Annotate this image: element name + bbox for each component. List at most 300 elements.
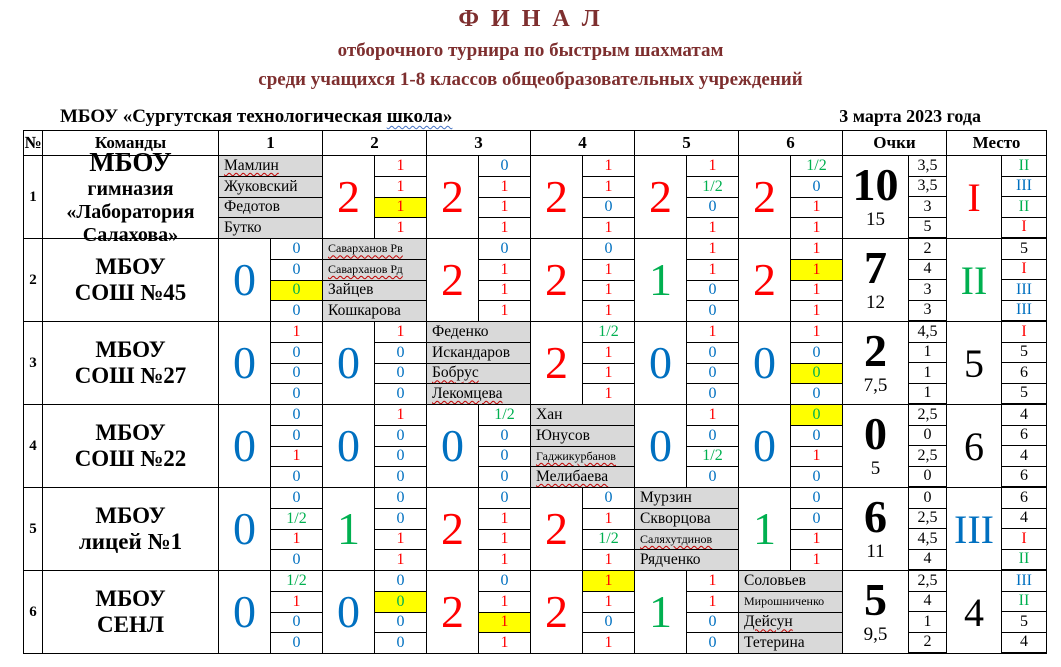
round-result-cell [219,239,323,322]
player-points-value: 3 [909,280,946,301]
board-result: 0 [812,385,821,403]
team-name [43,405,219,488]
board-result: 1 [500,302,509,320]
board-results [479,488,530,570]
board-result: 0 [583,239,634,260]
board-results [791,405,842,487]
player-points-value: 0 [909,467,946,488]
round-result-cell [427,405,531,488]
board-result: 1 [375,405,426,426]
board-result: 0 [687,613,738,634]
board-result: 1 [583,571,634,592]
round-result-cell [531,571,635,654]
header-round-2: 2 [323,131,427,156]
player-points-value: 2,5 [909,509,946,530]
board-result: 0 [375,447,426,468]
round-result-cell [739,488,843,571]
player-name-text: Мурзин [640,488,692,506]
board-result: 1 [687,571,738,592]
team-place: 4 [947,571,1002,653]
board-result: 0 [708,634,717,652]
team-name-line: СЕНЛ [97,612,164,637]
team-place: I [947,156,1002,238]
board-result: 0 [687,426,738,447]
board-result: 1 [479,530,530,551]
board-result: 1 [479,198,530,219]
board-result: 0 [708,385,717,403]
team-players-cell [427,322,531,405]
board-result: 1 [791,260,842,281]
round-result-cell [427,571,531,654]
points-total [843,488,909,570]
title-subtitle-1: отборочного турнира по быстрым шахматам [337,40,724,61]
player-places [1002,322,1046,404]
player-name [531,426,634,447]
board-result: 0 [791,177,842,198]
player-points [909,571,946,653]
match-score: 0 [323,571,375,653]
board-results [687,156,738,238]
points-cell [843,156,947,239]
match-score: 1 [739,488,791,570]
player-place-value: 4 [1002,509,1046,530]
points-cell [843,239,947,322]
player-name-text: Мелибаева [536,468,609,486]
round-result-cell [531,488,635,571]
player-name-text: Соловьев [744,571,806,589]
board-result: 0 [479,447,530,468]
match-score: 2 [427,571,479,653]
board-result: 1 [687,239,738,260]
player-name [531,447,634,468]
game-points-total: 12 [866,292,885,314]
board-result: 1 [687,405,738,426]
player-place-value: I [1002,322,1046,343]
player-place-value: 4 [1002,446,1046,467]
board-result: 1 [375,177,426,198]
board-result: 1 [708,219,717,237]
row-number: 6 [24,571,43,654]
match-score: 0 [219,571,271,653]
player-name [219,218,322,238]
board-result: 0 [271,364,322,385]
match-score: 0 [219,239,271,321]
board-result: 1/2 [687,447,738,468]
board-result: 1 [479,509,530,530]
board-result: 0 [812,468,821,486]
player-name-text: Хан [536,405,563,423]
board-result: 1 [500,551,509,569]
player-name [427,364,530,385]
match-score: 0 [219,405,271,487]
player-place-value: 6 [1002,363,1046,384]
round-result-cell [427,239,531,322]
board-result: 1 [375,322,426,343]
board-result: 0 [708,468,717,486]
board-result: 0 [375,343,426,364]
board-result: 1 [604,634,613,652]
player-name-text: Скворцова [640,509,711,527]
player-name [219,198,322,219]
board-results [791,156,842,238]
team-row-5 [24,488,1047,571]
board-result: 1 [583,364,634,385]
player-name-text: Гаджикурбанов [536,448,616,463]
player-points [909,488,946,570]
board-result: 0 [271,488,322,509]
tournament-date: 3 марта 2023 года [839,106,981,126]
team-name-line: МБОУ [95,419,166,445]
board-result: 1 [375,198,426,219]
round-result-cell [531,156,635,239]
board-results [271,405,322,487]
board-result: 1 [791,322,842,343]
board-results [375,571,426,653]
player-name [739,613,842,634]
board-result: 1 [812,551,821,569]
player-place-value: 6 [1002,426,1046,447]
board-result: 0 [687,343,738,364]
round-result-cell [323,571,427,654]
board-result: 0 [791,343,842,364]
row-number: 1 [24,156,43,239]
game-points-total: 11 [866,541,885,563]
board-result: 0 [375,613,426,634]
player-points [909,322,946,404]
board-result: 0 [271,613,322,634]
board-result: 0 [479,571,530,592]
board-result: 0 [396,468,405,486]
player-place-value: 6 [1002,467,1046,488]
points-cell [843,488,947,571]
header-num: № [24,131,43,156]
team-name [43,488,219,571]
results-crosstable [23,130,1047,654]
board-result: 0 [791,509,842,530]
round-result-cell [323,322,427,405]
board-result: 1 [396,551,405,569]
game-points-total: 5 [870,458,881,480]
tournament-title-block [0,6,1061,91]
board-result: 0 [375,426,426,447]
player-name [635,550,738,570]
team-name-line: МБОУ [95,585,166,611]
player-place-value: 5 [1002,239,1046,260]
round-result-cell [323,405,427,488]
round-result-cell [739,322,843,405]
player-name [219,156,322,177]
board-result: 0 [292,302,301,320]
board-results [791,322,842,404]
round-result-cell [739,156,843,239]
player-name [635,488,738,509]
player-place-value: I [1002,218,1046,239]
board-result: 1 [583,260,634,281]
player-place-value: II [1002,592,1046,613]
player-name-text: Тетерина [744,634,805,652]
board-result: 1 [271,322,322,343]
player-name [427,384,530,404]
team-players-cell [219,156,323,239]
player-name-text: Рядченко [640,551,701,569]
match-score: 1 [635,239,687,321]
match-score: 2 [635,156,687,238]
match-score: 2 [531,322,583,404]
match-score: 2 [427,156,479,238]
board-results [583,156,634,238]
board-result: 1 [479,177,530,198]
board-result: 0 [271,260,322,281]
points-total [843,322,909,404]
board-result: 1 [687,156,738,177]
header-round-3: 3 [427,131,531,156]
board-results [687,571,738,653]
host-school-underlined-word: школа» [386,106,453,127]
player-name [219,177,322,198]
match-score: 0 [739,405,791,487]
player-points-value: 0 [909,426,946,447]
board-results [271,571,322,653]
round-result-cell [635,239,739,322]
team-name-line: МБОУ [95,336,166,362]
board-result: 0 [479,426,530,447]
board-results [687,322,738,404]
place-cell [947,239,1047,322]
points-total [843,239,909,321]
board-result: 0 [396,385,405,403]
header-round-1: 1 [219,131,323,156]
row-number: 2 [24,239,43,322]
player-name [635,509,738,530]
board-result: 0 [583,198,634,219]
match-score: 2 [531,571,583,653]
board-result: 1 [375,530,426,551]
player-points-value: 3,5 [909,156,946,177]
board-result: 1 [604,219,613,237]
player-place-value: III [1002,177,1046,198]
board-result: 0 [791,364,842,385]
board-result: 0 [479,156,530,177]
player-name-text: Кошкарова [328,302,401,320]
player-name [739,633,842,653]
team-players-cell [739,571,843,654]
board-result: 1 [791,281,842,302]
board-result: 0 [292,634,301,652]
place-cell [947,322,1047,405]
player-place-value: 5 [1002,384,1046,405]
board-result: 1 [479,592,530,613]
player-place-value: I [1002,529,1046,550]
round-result-cell [635,156,739,239]
board-result: 0 [292,468,301,486]
round-result-cell [219,322,323,405]
board-result: 0 [687,364,738,385]
board-results [375,322,426,404]
board-result: 1 [500,634,509,652]
player-name-text: Лекомцева [432,385,503,403]
points-total [843,156,909,238]
player-name [323,260,426,281]
round-result-cell [635,571,739,654]
team-place: III [947,488,1002,570]
row-number: 3 [24,322,43,405]
player-name [427,322,530,343]
player-name-text: Саляхутдинов [640,531,713,546]
header-place: Место [947,131,1047,156]
board-result: 1 [791,530,842,551]
team-name-line: СОШ №45 [74,280,187,305]
header-points: Очки [843,131,947,156]
player-name-text: Юнусов [536,426,590,444]
board-result: 1 [791,198,842,219]
match-score: 1 [635,571,687,653]
place-cell [947,571,1047,654]
player-name [531,405,634,426]
points-cell [843,571,947,654]
match-points-total: 2 [864,324,887,376]
player-points-value: 1 [909,384,946,405]
board-result: 1 [583,343,634,364]
board-result: 1 [271,592,322,613]
match-points-total: 6 [864,490,887,542]
player-name-text: Искандаров [432,343,511,361]
player-place-value: III [1002,280,1046,301]
place-cell [947,488,1047,571]
team-row-6 [24,571,1047,654]
board-result: 1/2 [687,177,738,198]
board-result: 1 [791,239,842,260]
board-results [479,405,530,487]
match-points-total: 0 [864,407,887,459]
host-school-prefix: МБОУ «Сургутская технологическая [60,106,387,127]
subheader-line [60,106,981,128]
player-place-value: 6 [1002,488,1046,509]
board-result: 1 [375,156,426,177]
board-results [583,239,634,321]
team-row-1 [24,146,1047,247]
place-cell [947,156,1047,239]
header-round-5: 5 [635,131,739,156]
board-result: 1 [687,322,738,343]
board-result: 1 [479,260,530,281]
board-result: 0 [583,613,634,634]
match-points-total: 10 [852,158,899,210]
board-result: 1 [583,281,634,302]
player-points-value: 5 [909,218,946,239]
team-place: 6 [947,405,1002,487]
match-points-total: 7 [864,241,887,293]
team-name-line: МБОУ [95,253,166,279]
board-result: 0 [271,281,322,302]
row-number: 5 [24,488,43,571]
player-points-value: 3 [909,301,946,322]
board-result: 1/2 [479,405,530,426]
player-name-text: Саварханов Рв [328,241,403,256]
board-result: 1/2 [271,571,322,592]
player-points [909,239,946,321]
player-name-text: Мирошниченко [744,594,825,609]
player-name [427,343,530,364]
player-name-text: Зайцев [328,281,374,299]
player-places [1002,488,1046,570]
round-result-cell [739,405,843,488]
round-result-cell [219,488,323,571]
team-name-line: СОШ №22 [74,446,187,471]
round-result-cell [635,322,739,405]
team-row-3 [24,322,1047,405]
player-points-value: 3,5 [909,177,946,198]
match-score: 0 [635,405,687,487]
board-result: 1/2 [583,322,634,343]
board-results [583,322,634,404]
board-results [479,239,530,321]
player-place-value: III [1002,301,1046,322]
board-result: 0 [479,488,530,509]
player-place-value: 5 [1002,612,1046,633]
player-points-value: 1 [909,612,946,633]
board-result: 1 [583,177,634,198]
board-result: 0 [375,364,426,385]
player-place-value: II [1002,197,1046,218]
team-place: 5 [947,322,1002,404]
game-points-total: 15 [866,209,885,231]
round-result-cell [219,405,323,488]
team-name [43,146,219,247]
board-result: 0 [583,488,634,509]
board-result: 0 [687,198,738,219]
round-result-cell [531,322,635,405]
team-players-cell [323,239,427,322]
player-name [739,592,842,613]
board-result: 1 [812,219,821,237]
round-result-cell [635,405,739,488]
player-name-text: Бутко [224,219,262,237]
player-place-value: 4 [1002,405,1046,426]
team-name [43,571,219,654]
player-points-value: 2 [909,633,946,654]
board-result: 0 [375,488,426,509]
player-name [323,239,426,260]
team-name-line: Салахова» [82,224,179,247]
place-cell [947,405,1047,488]
team-name-emphasis: МБОУ [89,146,172,177]
team-name-line: СОШ №27 [74,363,187,388]
board-result: 1 [604,551,613,569]
board-results [791,488,842,570]
board-results [687,239,738,321]
board-results [375,156,426,238]
player-points [909,405,946,487]
player-points-value: 4,5 [909,529,946,550]
player-name-text: Мамлин [224,156,279,174]
row-number: 4 [24,405,43,488]
header-round-4: 4 [531,131,635,156]
player-name-text: Бобрус [432,364,479,382]
match-score: 1 [323,488,375,570]
round-result-cell [427,488,531,571]
player-name-text: Дейсун [744,613,793,631]
points-cell [843,405,947,488]
team-row-4 [24,405,1047,488]
match-score: 2 [427,488,479,570]
board-result: 0 [396,634,405,652]
player-points-value: 2,5 [909,405,946,426]
player-place-value: 5 [1002,343,1046,364]
board-result: 0 [687,281,738,302]
team-place: II [947,239,1002,321]
team-name [43,239,219,322]
team-name-line: МБОУ [95,502,166,528]
